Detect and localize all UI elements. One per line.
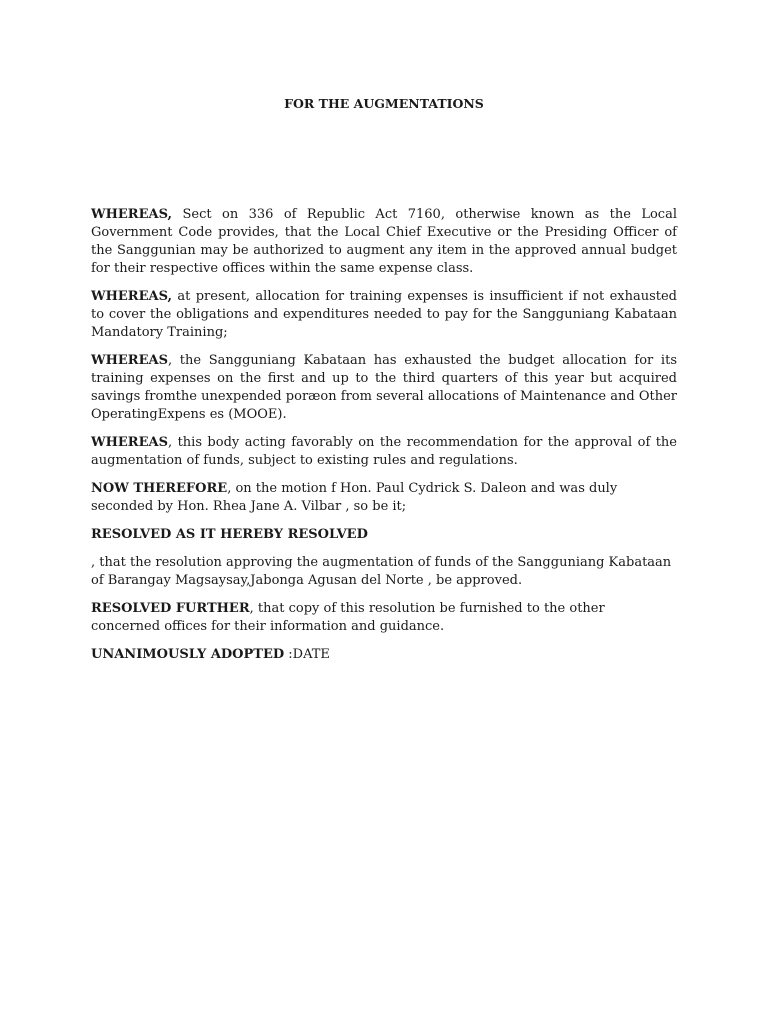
- paragraph-now-therefore: [91, 480, 677, 516]
- paragraph-lead: WHEREAS,: [91, 207, 173, 222]
- paragraph-lead: RESOLVED FURTHER: [91, 601, 250, 616]
- paragraph-lead: RESOLVED AS IT HEREBY RESOLVED: [91, 527, 368, 542]
- paragraph-whereas-2: [91, 288, 677, 342]
- paragraph-text: , on the motion f Hon. Paul Cydrick S. Daleon and was duly seconded by Hon. Rhea Jane A. Vilbar , so be it;: [91, 481, 618, 514]
- paragraph-text: , this body acting favorably on the recommendation for the approval of the augmentation of funds, subject to existing rules and regulations.: [91, 435, 677, 468]
- paragraph-resolved-further: [91, 600, 677, 636]
- paragraph-whereas-3: [91, 352, 677, 424]
- paragraph-lead: WHEREAS: [91, 353, 168, 368]
- paragraph-whereas-4: [91, 434, 677, 470]
- paragraph-resolved-heading: [91, 526, 677, 544]
- document-title: FOR THE AUGMENTATIONS: [284, 96, 484, 111]
- paragraph-lead: UNANIMOUSLY ADOPTED: [91, 647, 285, 662]
- paragraph-text: , that copy of this resolution be furnished to the other concerned offices for their information and guidance.: [91, 601, 605, 634]
- paragraph-lead: WHEREAS,: [91, 289, 173, 304]
- paragraph-lead: NOW THEREFORE: [91, 481, 228, 496]
- paragraph-text: , that the resolution approving the augmentation of funds of the Sangguniang Kabataan of Barangay Magsaysay,Jabonga Agusan del Norte , be approved.: [91, 555, 672, 588]
- paragraph-text: , the Sangguniang Kabataan has exhausted the budget allocation for its training expenses on the first and up to the third quarters of this year but acquired savings fromthe unexpended poræon from several allocations of Maintenance and Other OperatingExpens es (MOOE).: [91, 353, 677, 422]
- paragraph-text: at present, allocation for training expenses is insufficient if not exhausted to cover the obligations and expenditures needed to pay for the Sangguniang Kabataan Mandatory Training;: [91, 289, 677, 340]
- paragraph-resolution-body: [91, 554, 677, 590]
- paragraph-lead: WHEREAS: [91, 435, 168, 450]
- document-body: [91, 206, 677, 674]
- paragraph-unanimously-adopted: [91, 646, 677, 664]
- paragraph-text: :DATE: [284, 647, 330, 662]
- paragraph-text: Sect on 336 of Republic Act 7160, otherwise known as the Local Government Code provides, that the Local Chief Executive or the Presiding Officer of the Sanggunian may be authorized to augment any item in the approved annual budget for their respective offices within the same expense class.: [91, 207, 677, 276]
- paragraph-whereas-1: [91, 206, 677, 278]
